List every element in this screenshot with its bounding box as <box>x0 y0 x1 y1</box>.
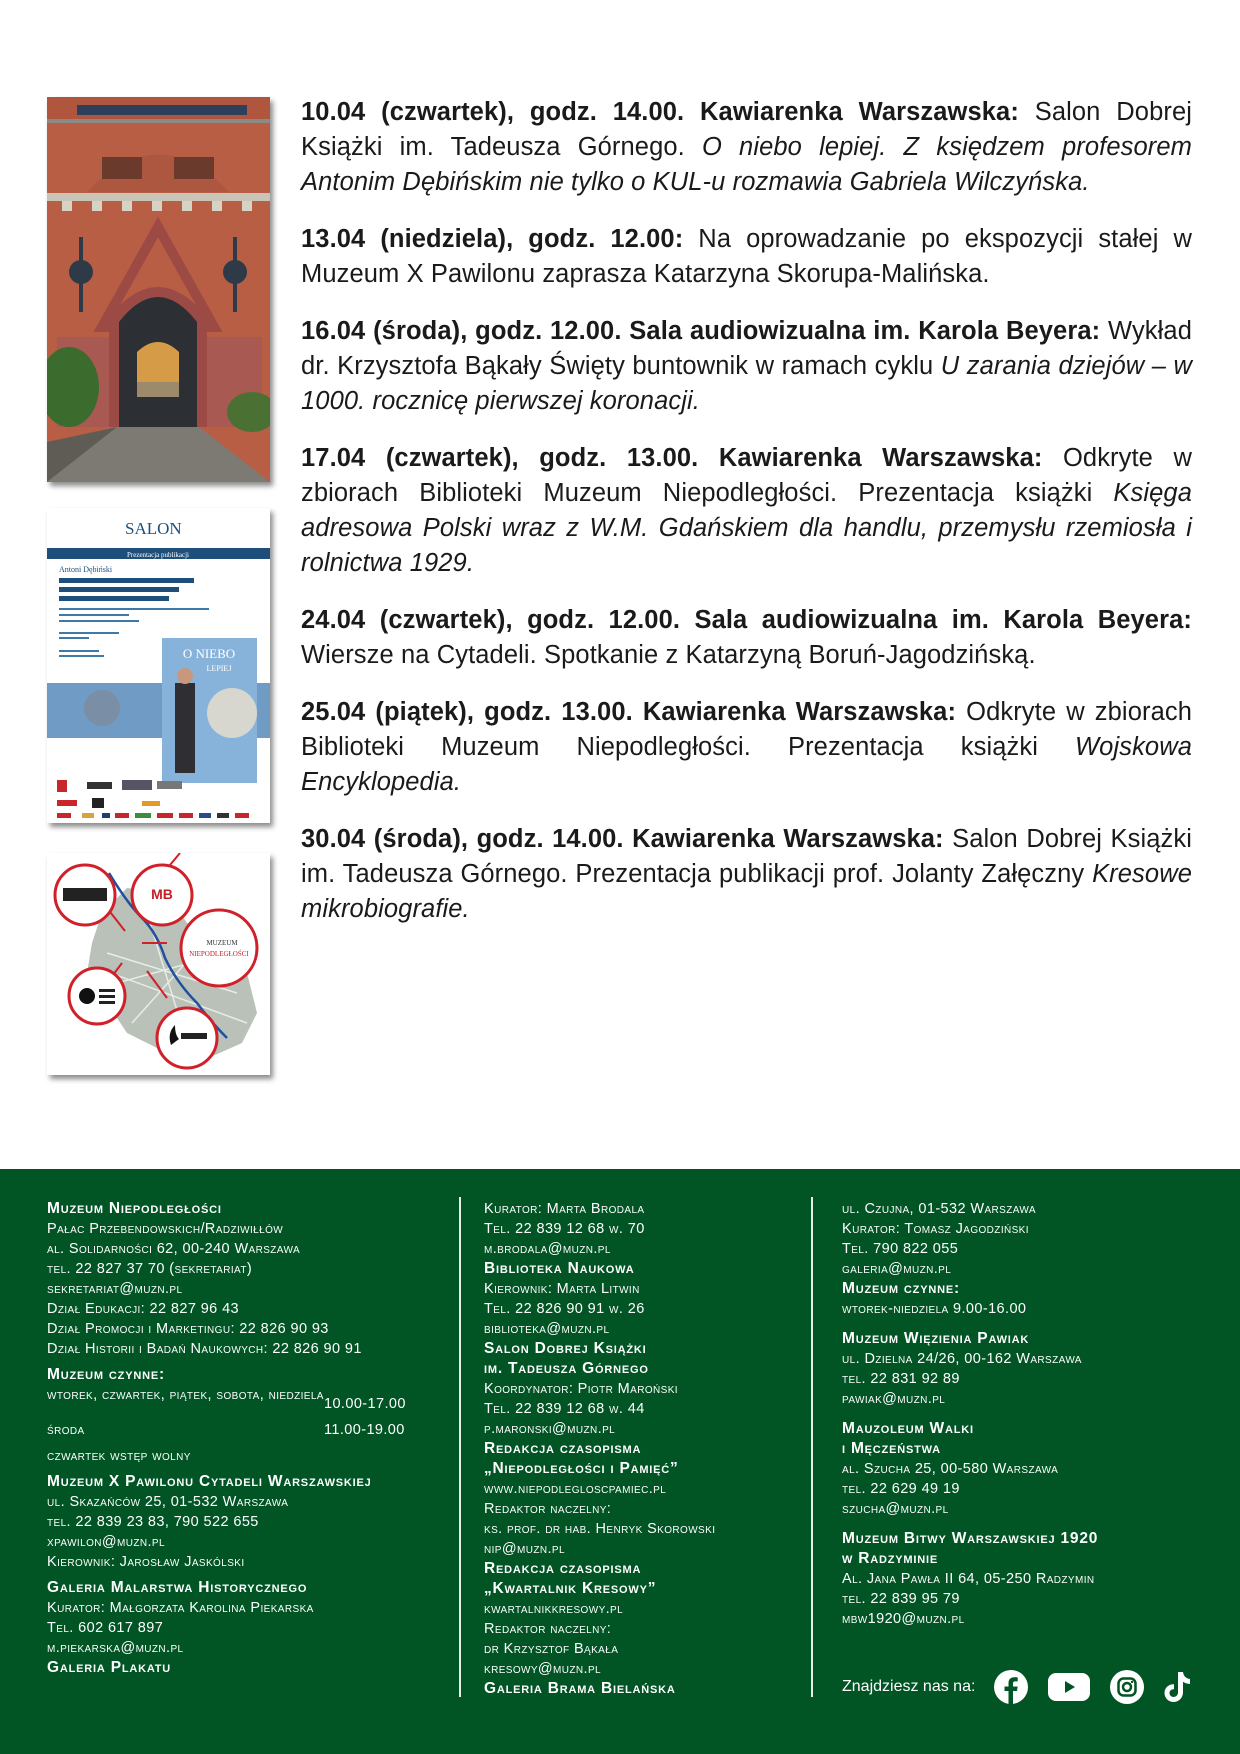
museum-branches-map <box>47 853 270 1075</box>
section-title: Muzeum czynne: <box>842 1280 960 1297</box>
section-title: Galeria Plakatu <box>47 1659 172 1676</box>
svg-text:MUZEUM: MUZEUM <box>206 939 238 947</box>
phone-line: Tel. 22 839 12 68 w. 44 <box>484 1401 645 1417</box>
section-title: Redakcja czasopisma <box>484 1560 642 1577</box>
event-item <box>301 822 1192 927</box>
phone-line: Tel. 22 839 12 68 w. 70 <box>484 1221 645 1237</box>
social-links <box>842 1669 1209 1705</box>
event-text: Salon Dobrej Książki im. Tadeusza Górnego. Prezentacja publikacji prof. Jolanty Załęczny <box>301 825 1192 888</box>
event-text: Na oprowadzanie po ekspozycji stałej w Muzeum X Pawilonu zaprasza Katarzyna Skorupa-Malińska. <box>301 225 1192 288</box>
event-heading: 24.04 (czwartek), godz. 12.00. Sala audiowizualna im. Karola Beyera: <box>301 606 1192 634</box>
tiktok-icon[interactable] <box>1163 1670 1191 1704</box>
free-entry-note: czwartek wstęp wolny <box>47 1448 191 1464</box>
phone-line: Tel. 22 826 90 91 w. 26 <box>484 1301 645 1317</box>
opening-hours-row <box>47 1420 457 1440</box>
phone-line: Dział Historii i Badań Naukowych: 22 826 90 91 <box>47 1341 362 1357</box>
event-item <box>301 695 1192 800</box>
editor-label: Redaktor naczelny: <box>484 1501 612 1517</box>
address-line: al. Solidarności 62, 00-240 Warszawa <box>47 1241 301 1257</box>
poster-band-label: Prezentacja publikacji <box>127 551 189 559</box>
email-link[interactable]: nip@muzn.pl <box>484 1541 565 1557</box>
website-link[interactable]: kwartalnikkresowy.pl <box>484 1601 624 1617</box>
email-link[interactable]: pawiak@muzn.pl <box>842 1391 946 1407</box>
address-line: Pałac Przebendowskich/Radziwiłłów <box>47 1221 284 1237</box>
section-title: „Kwartalnik Kresowy” <box>484 1580 657 1597</box>
opening-hours: wtorek-niedziela 9.00-16.00 <box>842 1301 1027 1317</box>
map-pin-pawiak <box>69 968 125 1024</box>
section-title: Biblioteka Naukowa <box>484 1260 635 1277</box>
email-link[interactable]: m.brodala@muzn.pl <box>484 1241 611 1257</box>
column-divider <box>459 1197 461 1697</box>
citadel-gate-photo <box>47 97 270 482</box>
section-title: Muzeum Bitwy Warszawskiej 1920 <box>842 1530 1099 1547</box>
event-text: Wiersze na Cytadeli. Spotkanie z Katarzyną Boruń-Jagodzińską. <box>301 641 1036 669</box>
instagram-icon[interactable] <box>1109 1669 1145 1705</box>
section-title: Galeria Malarstwa Historycznego <box>47 1579 308 1596</box>
email-link[interactable]: galeria@muzn.pl <box>842 1261 952 1277</box>
poster-author: Antoni Dębiński <box>59 565 113 574</box>
phone-line: tel. 22 831 92 89 <box>842 1371 960 1387</box>
address-line: ul. Dzielna 24/26, 00-162 Warszawa <box>842 1351 1082 1367</box>
map-pin-mbw1920 <box>132 865 192 925</box>
event-item <box>301 314 1192 419</box>
section-title: Redakcja czasopisma <box>484 1440 642 1457</box>
footer-column-branches <box>842 1199 1202 1629</box>
poster-illustration <box>47 508 270 823</box>
event-item <box>301 441 1192 581</box>
map-pin-mauzoleum <box>157 1008 217 1068</box>
phone-line: tel. 22 839 95 79 <box>842 1591 960 1607</box>
email-link[interactable]: kresowy@muzn.pl <box>484 1661 601 1677</box>
event-heading: 17.04 (czwartek), godz. 13.00. Kawiarenka Warszawska: <box>301 444 1043 472</box>
section-title: „Niepodległości i Pamięć” <box>484 1460 679 1477</box>
opening-hours-row <box>47 1385 457 1414</box>
book-presentation-poster <box>47 508 270 823</box>
section-title: Salon Dobrej Książki <box>484 1340 647 1357</box>
section-title: Muzeum czynne: <box>47 1366 165 1383</box>
social-label: Znajdziesz nas na: <box>842 1678 976 1695</box>
svg-text:MB: MB <box>151 886 173 902</box>
event-text: Odkryte w zbiorach Biblioteki Muzeum Niepodległości. Prezentacja książki <box>301 698 1192 761</box>
manager-line: Kierownik: Jarosław Jaskólski <box>47 1554 245 1570</box>
map-pin-x-pawilon <box>55 865 115 925</box>
email-link[interactable]: mbw1920@muzn.pl <box>842 1611 965 1627</box>
events-list <box>301 95 1192 949</box>
section-title: Muzeum Więzienia Pawiak <box>842 1330 1030 1347</box>
address-line: Al. Jana Pawła II 64, 05-250 Radzymin <box>842 1571 1095 1587</box>
youtube-icon[interactable] <box>1047 1671 1091 1703</box>
coordinator-line: Koordynator: Piotr Maroński <box>484 1381 678 1397</box>
footer-column-main-museum <box>47 1199 457 1678</box>
section-title: Muzeum X Pawilonu Cytadeli Warszawskiej <box>47 1473 372 1490</box>
phone-line: Dział Edukacji: 22 827 96 43 <box>47 1301 239 1317</box>
phone-line: Tel. 602 617 897 <box>47 1620 164 1636</box>
phone-line: tel. 22 629 49 19 <box>842 1481 960 1497</box>
editor-name: dr Krzysztof Bąkała <box>484 1641 619 1657</box>
poster-logo: SALON <box>125 519 182 538</box>
opening-time: 10.00-17.00 <box>324 1396 406 1412</box>
phone-line: tel. 22 827 37 70 (sekretariat) <box>47 1261 253 1277</box>
manager-line: Kierownik: Marta Litwin <box>484 1281 640 1297</box>
event-title: O niebo lepiej. Z księdzem profesorem Antonim Dębińskim nie tylko o KUL-u rozmawia Gabriela Wilczyńska. <box>301 133 1192 196</box>
section-title: i Męczeństwa <box>842 1440 941 1457</box>
email-link[interactable]: m.piekarska@muzn.pl <box>47 1640 184 1656</box>
event-heading: 10.04 (czwartek), godz. 14.00. Kawiarenka Warszawska: <box>301 98 1019 126</box>
website-link[interactable]: www.niepodlegloscpamiec.pl <box>484 1481 667 1497</box>
event-heading: 30.04 (środa), godz. 14.00. Kawiarenka Warszawska: <box>301 825 944 853</box>
event-text: Odkryte w zbiorach Biblioteki Muzeum Niepodległości. Prezentacja książki <box>301 444 1192 507</box>
editor-label: Redaktor naczelny: <box>484 1621 612 1637</box>
section-title: im. Tadeusza Górnego <box>484 1360 649 1377</box>
phone-line: tel. 22 839 23 83, 790 522 655 <box>47 1514 259 1530</box>
curator-line: Kurator: Małgorzata Karolina Piekarska <box>47 1600 314 1616</box>
footer-column-departments <box>484 1199 814 1699</box>
section-title: Galeria Brama Bielańska <box>484 1680 676 1697</box>
opening-time: 11.00-19.00 <box>324 1422 405 1438</box>
email-link[interactable]: biblioteka@muzn.pl <box>484 1321 610 1337</box>
event-heading: 16.04 (środa), godz. 12.00. Sala audiowizualna im. Karola Beyera: <box>301 317 1101 345</box>
email-link[interactable]: sekretariat@muzn.pl <box>47 1281 183 1297</box>
event-title: Kresowe mikrobiografie. <box>301 860 1192 923</box>
address-line: al. Szucha 25, 00-580 Warszawa <box>842 1461 1059 1477</box>
event-item <box>301 603 1192 673</box>
poster-book-title: O NIEBO <box>182 646 236 661</box>
facebook-icon[interactable] <box>993 1669 1029 1705</box>
map-pin-muzeum-niepodleglosci <box>181 910 257 986</box>
phone-line: Dział Promocji i Marketingu: 22 826 90 93 <box>47 1321 329 1337</box>
address-line: ul. Skazańców 25, 01-532 Warszawa <box>47 1494 289 1510</box>
address-line: ul. Czujna, 01-532 Warszawa <box>842 1201 1036 1217</box>
editor-name: ks. prof. dr hab. Henryk Skorowski <box>484 1521 716 1537</box>
event-text: Wykład dr. Krzysztofa Bąkały Święty buntownik w ramach cyklu <box>301 317 1192 380</box>
phone-line: Tel. 790 822 055 <box>842 1241 959 1257</box>
section-title: Muzeum Niepodległości <box>47 1200 222 1217</box>
section-title: w Radzyminie <box>842 1550 938 1567</box>
email-link[interactable]: szucha@muzn.pl <box>842 1501 949 1517</box>
opening-days: wtorek, czwartek, piątek, sobota, niedziela <box>47 1387 324 1403</box>
opening-days: środa <box>47 1422 85 1438</box>
event-heading: 13.04 (niedziela), godz. 12.00: <box>301 225 684 253</box>
event-title: Księga adresowa Polski wraz z W.M. Gdańskiem dla handlu, przemysłu rzemiosła i rolnictwa 1929. <box>301 479 1192 577</box>
event-title: U zarania dziejów – w 1000. rocznicę pierwszej koronacji. <box>301 352 1192 415</box>
event-title: Wojskowa Encyklopedia. <box>301 733 1192 796</box>
event-item <box>301 222 1192 292</box>
curator-line: Kurator: Marta Brodala <box>484 1201 645 1217</box>
poster-book-subtitle: LEPIEJ <box>206 664 232 673</box>
email-link[interactable]: p.maronski@muzn.pl <box>484 1421 616 1437</box>
gate-illustration <box>47 97 270 482</box>
section-title: Mauzoleum Walki <box>842 1420 974 1437</box>
map-illustration <box>47 853 270 1075</box>
svg-text:NIEPODLEGŁOŚCI: NIEPODLEGŁOŚCI <box>189 950 249 958</box>
event-item <box>301 95 1192 200</box>
event-text: Salon Dobrej Książki im. Tadeusza Górnego. <box>301 98 1192 161</box>
footer-contacts <box>0 1169 1240 1754</box>
event-heading: 25.04 (piątek), godz. 13.00. Kawiarenka Warszawska: <box>301 698 957 726</box>
email-link[interactable]: xpawilon@muzn.pl <box>47 1534 165 1550</box>
curator-line: Kurator: Tomasz Jagodziński <box>842 1221 1029 1237</box>
